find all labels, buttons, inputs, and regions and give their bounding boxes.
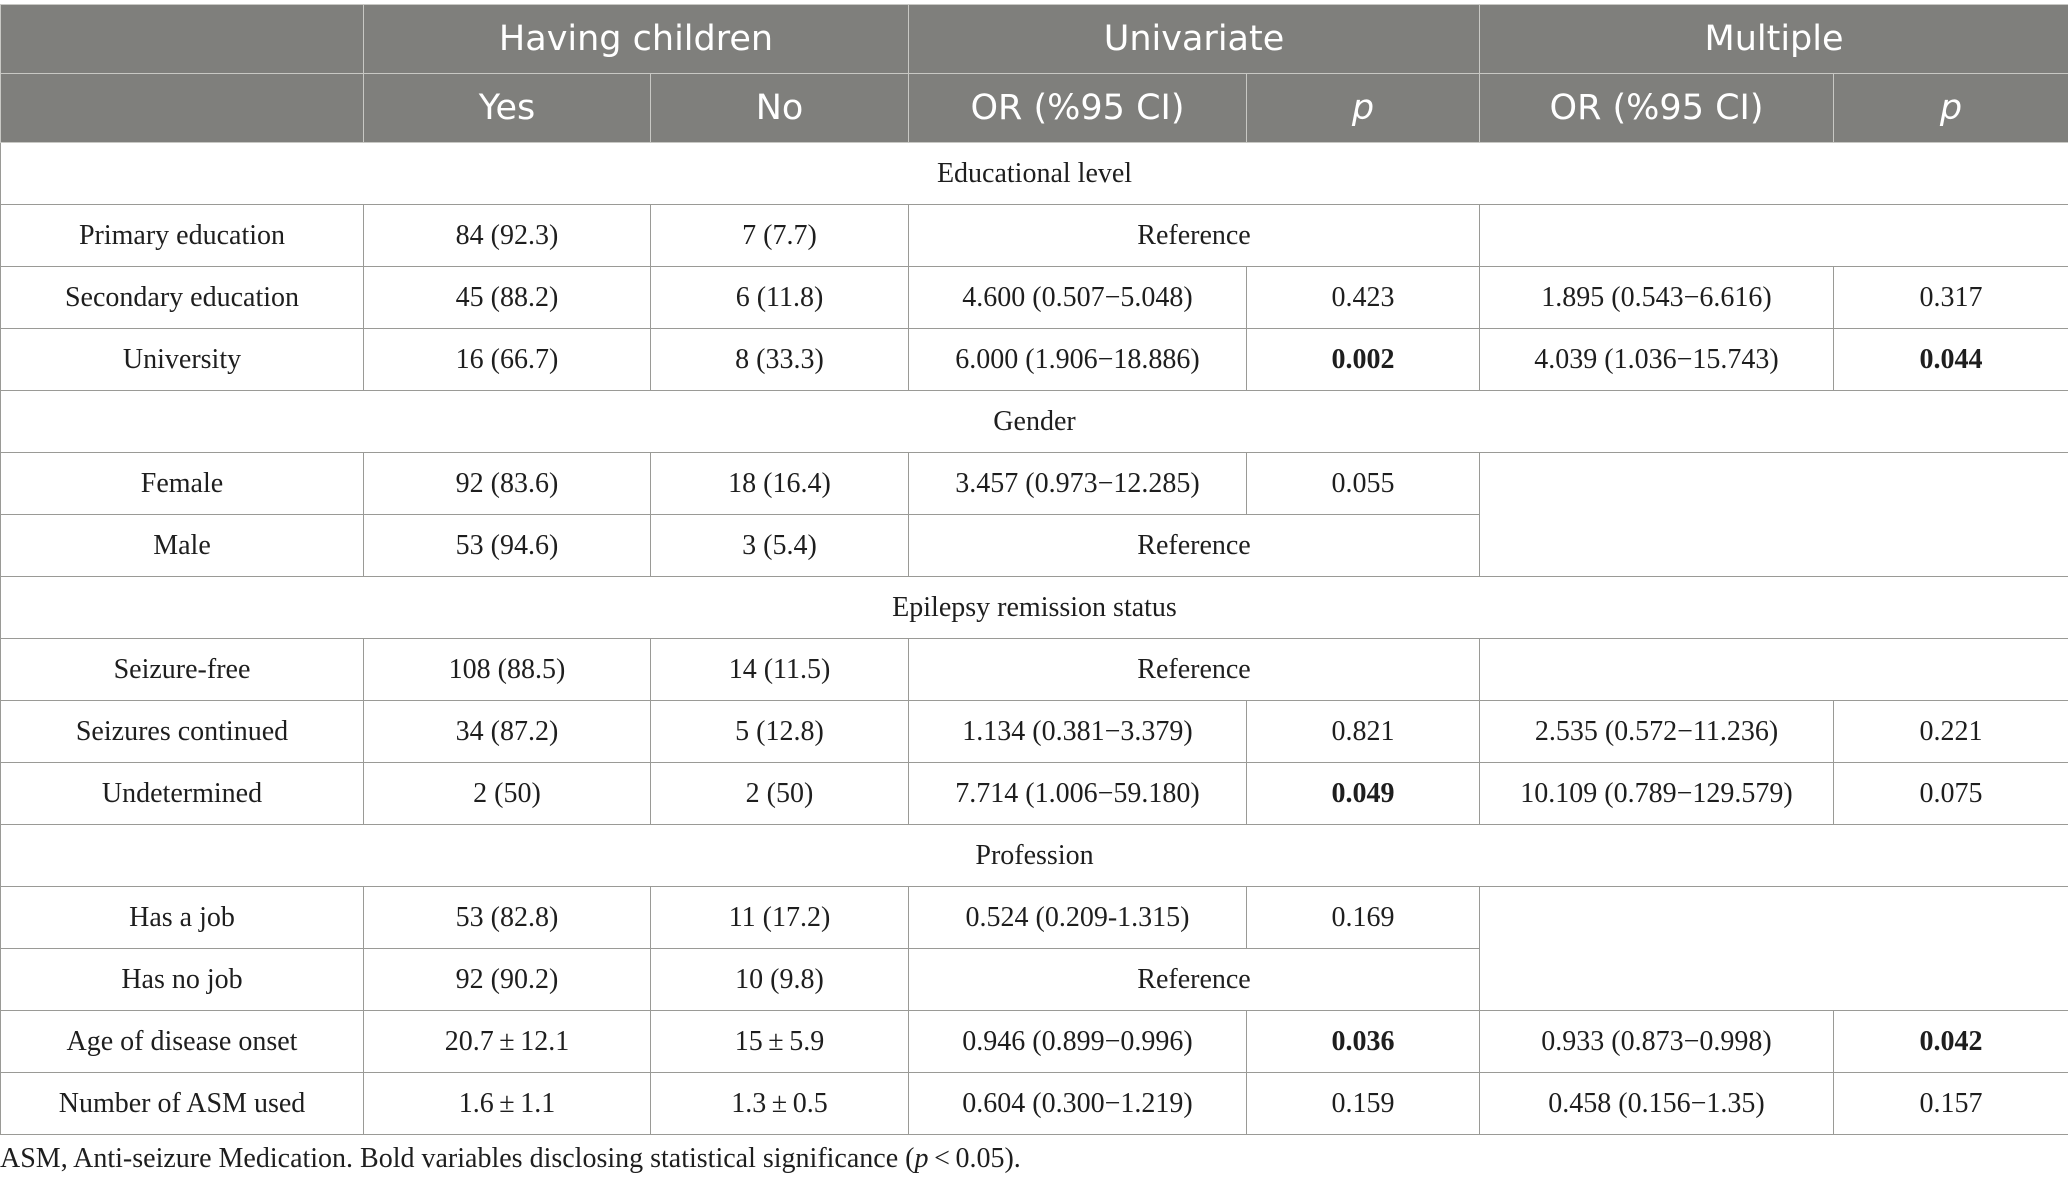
cell-p-univariate: [1247, 1011, 1480, 1073]
header-having-children: Having children: [364, 5, 909, 74]
table-row: [1, 701, 2068, 763]
cell-no: 2 (50): [651, 763, 909, 825]
cell-yes: 16 (66.7): [364, 329, 651, 391]
significant-p-value: 0.044: [1919, 343, 1983, 375]
cell-or-univariate: 0.604 (0.300−1.219): [909, 1073, 1247, 1135]
header-multiple: Multiple: [1480, 5, 2068, 74]
row-label: Has no job: [1, 949, 364, 1011]
cell-yes: 34 (87.2): [364, 701, 651, 763]
cell-or-univariate: 6.000 (1.906−18.886): [909, 329, 1247, 391]
table-row: [1, 887, 2068, 949]
cell-or-univariate: 7.714 (1.006−59.180): [909, 763, 1247, 825]
table-body: [1, 143, 2068, 1135]
results-table: [0, 4, 2068, 1135]
table-row: [1, 329, 2068, 391]
cell-p-multiple: 0.075: [1834, 763, 2068, 825]
table-row: [1, 763, 2068, 825]
table-row: [1, 453, 2068, 515]
section-row: [1, 391, 2068, 453]
footnote-text: ASM, Anti-seizure Medication. Bold variables disclosing statistical significance (: [0, 1143, 915, 1174]
table-row: [1, 1073, 2068, 1135]
cell-p-multiple: [1834, 1011, 2068, 1073]
cell-p-univariate: 0.055: [1247, 453, 1480, 515]
section-row: [1, 825, 2068, 887]
header-or-multiple: OR (%95 CI): [1480, 74, 1834, 143]
row-label: Seizure-free: [1, 639, 364, 701]
significant-p-value: 0.042: [1919, 1025, 1983, 1057]
cell-p-univariate: 0.169: [1247, 887, 1480, 949]
cell-no: 6 (11.8): [651, 267, 909, 329]
cell-no: 1.3 ± 0.5: [651, 1073, 909, 1135]
cell-or-multiple: 1.895 (0.543−6.616): [1480, 267, 1834, 329]
table-row: [1, 639, 2068, 701]
cell-multiple-empty: [1480, 453, 2068, 577]
cell-or-univariate: 1.134 (0.381−3.379): [909, 701, 1247, 763]
cell-no: 14 (11.5): [651, 639, 909, 701]
cell-p-univariate: 0.159: [1247, 1073, 1480, 1135]
cell-or-multiple: 4.039 (1.036−15.743): [1480, 329, 1834, 391]
row-label: Undetermined: [1, 763, 364, 825]
cell-multiple-empty: [1480, 205, 2068, 267]
row-label: Number of ASM used: [1, 1073, 364, 1135]
table-row: [1, 1011, 2068, 1073]
header-yes: Yes: [364, 74, 651, 143]
cell-p-multiple: 0.317: [1834, 267, 2068, 329]
cell-no: 7 (7.7): [651, 205, 909, 267]
header-p-univariate: p: [1247, 74, 1480, 143]
row-label: Secondary education: [1, 267, 364, 329]
header-univariate: Univariate: [909, 5, 1480, 74]
section-remission-status: Epilepsy remission status: [1, 577, 2068, 639]
cell-no: 18 (16.4): [651, 453, 909, 515]
cell-yes: 20.7 ± 12.1: [364, 1011, 651, 1073]
significant-p-value: 0.036: [1331, 1025, 1395, 1057]
significant-p-value: 0.002: [1331, 343, 1395, 375]
header-sub-row: [1, 74, 2068, 143]
header-p-multiple: p: [1834, 74, 2068, 143]
cell-univariate-reference: Reference: [909, 515, 1480, 577]
section-row: [1, 577, 2068, 639]
row-label: Male: [1, 515, 364, 577]
section-gender: Gender: [1, 391, 2068, 453]
header-empty-cell: [1, 74, 364, 143]
row-label: Seizures continued: [1, 701, 364, 763]
row-label: Age of disease onset: [1, 1011, 364, 1073]
header-no: No: [651, 74, 909, 143]
cell-p-univariate: 0.423: [1247, 267, 1480, 329]
table-footnote: [0, 1143, 1021, 1175]
cell-yes: 53 (82.8): [364, 887, 651, 949]
row-label: Primary education: [1, 205, 364, 267]
cell-or-multiple: 10.109 (0.789−129.579): [1480, 763, 1834, 825]
table-row: [1, 267, 2068, 329]
cell-yes: 92 (90.2): [364, 949, 651, 1011]
cell-or-multiple: 0.458 (0.156−1.35): [1480, 1073, 1834, 1135]
cell-p-multiple: [1834, 329, 2068, 391]
header-empty-cell: [1, 5, 364, 74]
row-label: Female: [1, 453, 364, 515]
cell-p-multiple: 0.157: [1834, 1073, 2068, 1135]
cell-multiple-empty: [1480, 887, 2068, 1011]
cell-no: 11 (17.2): [651, 887, 909, 949]
cell-no: 10 (9.8): [651, 949, 909, 1011]
row-label: University: [1, 329, 364, 391]
footnote-p-symbol: p: [914, 1143, 929, 1174]
cell-univariate-reference: Reference: [909, 639, 1480, 701]
cell-no: 5 (12.8): [651, 701, 909, 763]
cell-yes: 45 (88.2): [364, 267, 651, 329]
cell-yes: 2 (50): [364, 763, 651, 825]
footnote-threshold: < 0.05).: [928, 1143, 1021, 1174]
cell-no: 3 (5.4): [651, 515, 909, 577]
table-row: [1, 205, 2068, 267]
section-educational-level: Educational level: [1, 143, 2068, 205]
cell-yes: 53 (94.6): [364, 515, 651, 577]
cell-or-multiple: 2.535 (0.572−11.236): [1480, 701, 1834, 763]
significant-p-value: 0.049: [1331, 777, 1395, 809]
cell-yes: 1.6 ± 1.1: [364, 1073, 651, 1135]
cell-no: 15 ± 5.9: [651, 1011, 909, 1073]
cell-or-multiple: 0.933 (0.873−0.998): [1480, 1011, 1834, 1073]
cell-yes: 84 (92.3): [364, 205, 651, 267]
cell-univariate-reference: Reference: [909, 949, 1480, 1011]
cell-yes: 108 (88.5): [364, 639, 651, 701]
cell-yes: 92 (83.6): [364, 453, 651, 515]
header-group-row: [1, 5, 2068, 74]
row-label: Has a job: [1, 887, 364, 949]
section-profession: Profession: [1, 825, 2068, 887]
cell-univariate-reference: Reference: [909, 205, 1480, 267]
cell-p-univariate: [1247, 763, 1480, 825]
cell-p-univariate: 0.821: [1247, 701, 1480, 763]
cell-p-univariate: [1247, 329, 1480, 391]
section-row: [1, 143, 2068, 205]
cell-no: 8 (33.3): [651, 329, 909, 391]
cell-or-univariate: 4.600 (0.507−5.048): [909, 267, 1247, 329]
cell-or-univariate: 3.457 (0.973−12.285): [909, 453, 1247, 515]
cell-or-univariate: 0.524 (0.209-1.315): [909, 887, 1247, 949]
header-or-univariate: OR (%95 CI): [909, 74, 1247, 143]
cell-p-multiple: 0.221: [1834, 701, 2068, 763]
cell-multiple-empty: [1480, 639, 2068, 701]
cell-or-univariate: 0.946 (0.899−0.996): [909, 1011, 1247, 1073]
table-header: [1, 5, 2068, 143]
